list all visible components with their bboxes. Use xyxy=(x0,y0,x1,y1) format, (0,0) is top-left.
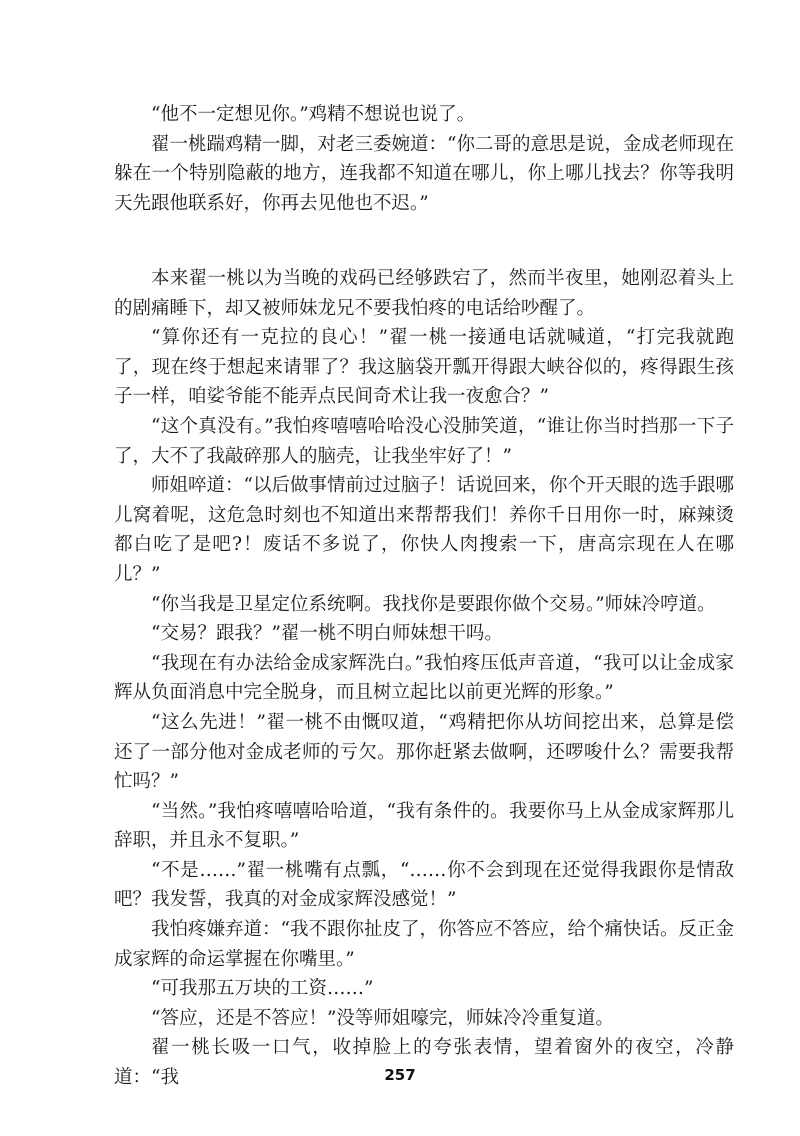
paragraph: “他不一定想见你。”鸡精不想说也说了。 xyxy=(151,104,476,125)
paragraph: 师姐啐道：“以后做事情前过过脑子！话说回来，你个开天眼的选手跟哪儿窝着呢，这危急时刻也不知道出来帮帮我们！养你千日用你一时，麻辣烫都白吃了是吧?！废话不多说了，你快人肉搜索一下，唐高宗现在人在哪儿？” xyxy=(114,475,734,585)
paragraph: “不是……”翟一桃嘴有点瓢，“……你不会到现在还觉得我跟你是情敌吧？我发誓，我真的对金成家辉没感觉！” xyxy=(114,859,734,911)
paragraph: “这么先进！”翟一桃不由慨叹道，“鸡精把你从坊间挖出来，总算是偿还了一部分他对金成老师的亏欠。那你赶紧去做啊，还啰唆什么？需要我帮忙吗？” xyxy=(114,711,734,793)
paragraph: 本来翟一桃以为当晚的戏码已经够跌宕了，然而半夜里，她刚忍着头上的剧痛睡下，却又被师妹龙兄不要我怕疼的电话给吵醒了。 xyxy=(114,268,734,319)
paragraph: 翟一桃长吸一口气，收掉脸上的夸张表情，望着窗外的夜空，冷静道：“我 xyxy=(114,1037,734,1089)
paragraph: “交易？跟我？”翟一桃不明白师妹想干吗。 xyxy=(151,623,503,645)
paragraph: “算你还有一克拉的良心！”翟一桃一接通电话就喊道，“打完我就跑了，现在终于想起来请罪了？我这脑袋开瓢开得跟大峡谷似的，疼得跟生孩子一样，咱娑爷能不能弄点民间奇术让我一夜愈合？” xyxy=(114,327,734,408)
paragraph: “可我那五万块的工资……” xyxy=(151,978,374,1000)
text-section-1 xyxy=(114,100,734,218)
page-number: 257 xyxy=(384,1066,416,1084)
text-section-2 xyxy=(114,264,734,1093)
paragraph: “当然。”我怕疼嘻嘻哈哈道，“我有条件的。我要你马上从金成家辉那儿辞职，并且永不复职。” xyxy=(114,800,734,852)
paragraph: “你当我是卫星定位系统啊。我找你是要跟你做个交易。”师妹冷哼道。 xyxy=(151,593,716,615)
paragraph: “答应，还是不答应！”没等师姐嚎完，师妹冷冷重复道。 xyxy=(151,1007,614,1029)
paragraph: 翟一桃踹鸡精一脚，对老三委婉道：“你二哥的意思是说，金成老师现在躲在一个特别隐蔽的地方，连我都不知道在哪儿，你上哪儿找去？你等我明天先跟他联系好，你再去见他也不迟。” xyxy=(114,133,734,214)
paragraph: “我现在有办法给金成家辉洗白。”我怕疼压低声音道，“我可以让金成家辉从负面消息中完全脱身，而且树立起比以前更光辉的形象。” xyxy=(114,652,734,704)
paragraph: “这个真没有。”我怕疼嘻嘻哈哈没心没肺笑道，“谁让你当时挡那一下子了，大不了我敲碎那人的脑壳，让我坐牢好了！” xyxy=(114,415,734,467)
paragraph: 我怕疼嫌弃道：“我不跟你扯皮了，你答应不答应，给个痛快话。反正金成家辉的命运掌握在你嘴里。” xyxy=(114,919,734,970)
